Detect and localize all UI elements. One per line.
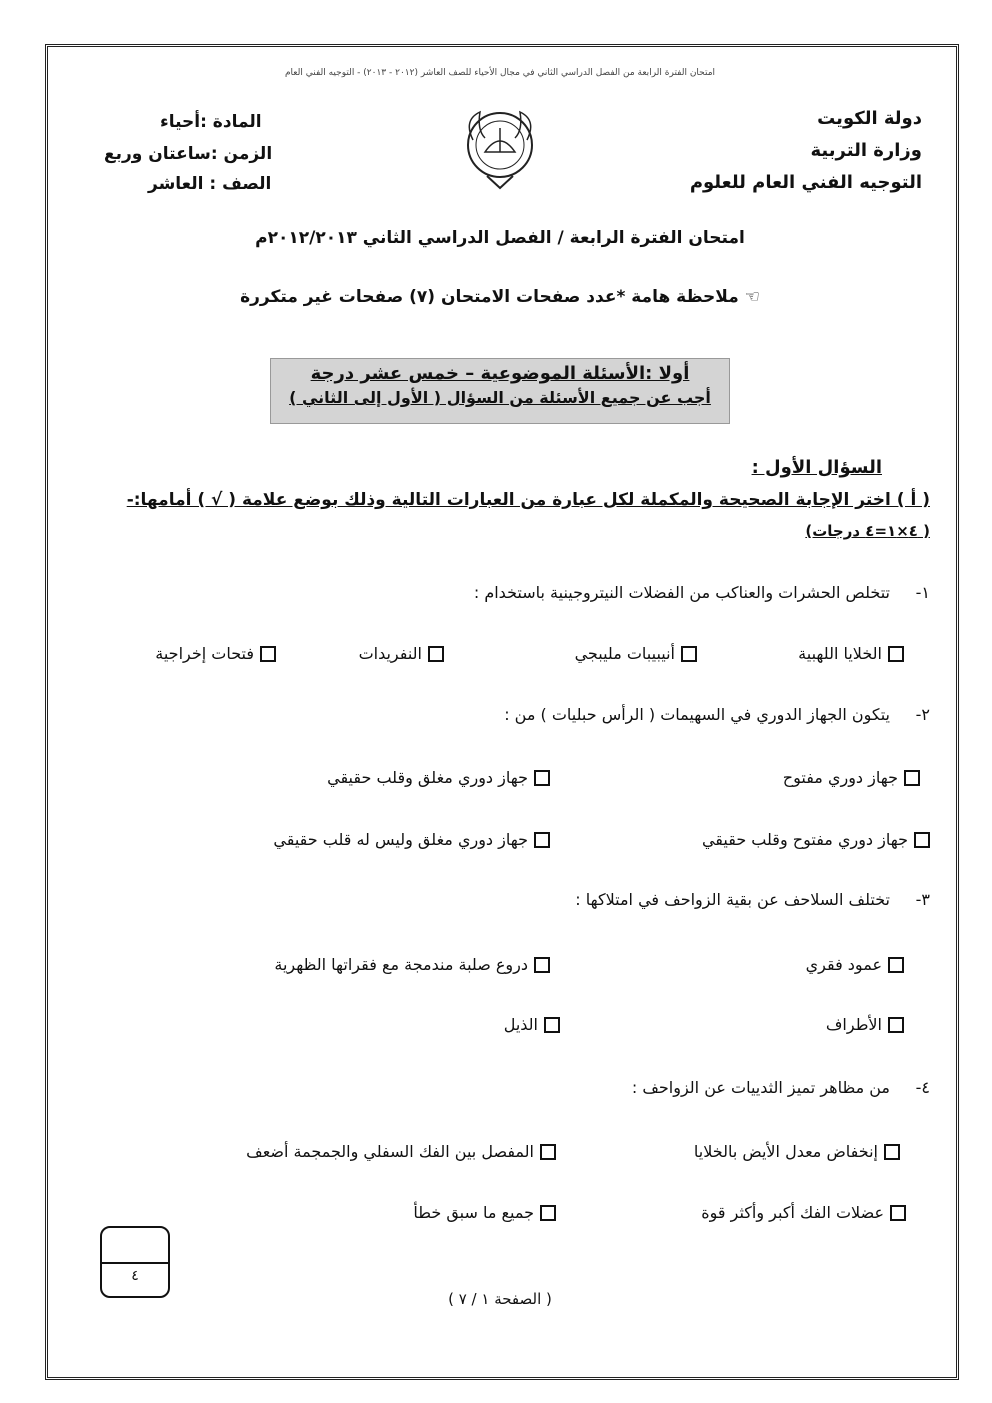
answer-option[interactable]: عمود فقري	[806, 955, 904, 974]
item-text: تختلف السلاحف عن بقية الزواحف في امتلاكها :	[575, 890, 890, 909]
score-divider	[102, 1262, 168, 1264]
item-number: ١-	[915, 583, 930, 602]
checkbox-icon[interactable]	[681, 646, 697, 662]
answer-option[interactable]: جهاز دوري مفتوح وقلب حقيقي	[702, 830, 930, 849]
country-name: دولة الكويت	[817, 108, 922, 129]
grade-label: الصف : العاشر	[148, 174, 272, 194]
answer-option[interactable]: المفصل بين الفك السفلي والجمجمة أضعف	[246, 1142, 556, 1161]
answer-option[interactable]: عضلات الفك أكبر وأكثر قوة	[701, 1203, 906, 1222]
answer-option[interactable]: جهاز دوري مغلق وقلب حقيقي	[327, 768, 550, 787]
item-number: ٣-	[915, 890, 930, 909]
checkbox-icon[interactable]	[888, 646, 904, 662]
answer-option[interactable]: دروع صلبة مندمجة مع فقراتها الظهرية	[274, 955, 550, 974]
question-item	[575, 890, 930, 909]
item-number: ٤-	[915, 1078, 930, 1097]
checkbox-icon[interactable]	[260, 646, 276, 662]
checkbox-icon[interactable]	[534, 957, 550, 973]
checkbox-icon[interactable]	[544, 1017, 560, 1033]
section-header	[270, 358, 730, 424]
checkbox-icon[interactable]	[540, 1205, 556, 1221]
question-item	[632, 1078, 930, 1097]
score-value: ٤	[131, 1268, 139, 1284]
answer-option[interactable]: جميع ما سبق خطأ	[413, 1203, 556, 1222]
question-instruction: ( أ ) اختر الإجابة الصحيحة والمكملة لكل عبارة من العبارات التالية وذلك بوضع علامة ( √ ) أمامها:-	[126, 490, 930, 510]
section-title: أولا :الأسئلة الموضوعية – خمس عشر درجة	[310, 363, 690, 384]
checkbox-icon[interactable]	[904, 770, 920, 786]
top-strip-text: امتحان الفترة الرابعة من الفصل الدراسي الثاني في مجال الأحياء للصف العاشر (٢٠١٢ - ٢٠١٣) - التوجيه الفني العام	[284, 68, 716, 78]
directorate-name: التوجيه الفني العام للعلوم	[689, 172, 922, 193]
exam-title: امتحان الفترة الرابعة / الفصل الدراسي الثاني ٢٠١٢/٢٠١٣م	[255, 228, 745, 248]
answer-option[interactable]: النفريدات	[359, 644, 444, 663]
item-number: ٢-	[915, 705, 930, 724]
kuwait-emblem-icon	[455, 100, 545, 195]
question-item	[504, 705, 930, 724]
checkbox-icon[interactable]	[890, 1205, 906, 1221]
item-text: يتكون الجهاز الدوري في السهيمات ( الرأس حبليات ) من :	[504, 705, 890, 724]
checkbox-icon[interactable]	[888, 1017, 904, 1033]
answer-option[interactable]: فتحات إخراجية	[155, 644, 276, 663]
page-number: ( الصفحة ١ / ٧ )	[448, 1290, 552, 1308]
time-label: الزمن :ساعتان وربع	[104, 144, 273, 164]
answer-option[interactable]: أنيبيبات مليبجي	[575, 644, 697, 663]
answer-option[interactable]: الذيل	[504, 1015, 560, 1034]
ministry-name: وزارة التربية	[810, 140, 922, 161]
checkbox-icon[interactable]	[534, 770, 550, 786]
important-note: ☜ ملاحظة هامة *عدد صفحات الامتحان (٧) صفحات غير متكررة	[240, 287, 760, 307]
checkbox-icon[interactable]	[534, 832, 550, 848]
answer-option[interactable]: جهاز دوري مفتوح	[783, 768, 920, 787]
answer-option[interactable]: جهاز دوري مغلق وليس له قلب حقيقي	[273, 830, 550, 849]
section-subtitle: أجب عن جميع الأسئلة من السؤال ( الأول إلى الثاني )	[289, 388, 711, 407]
checkbox-icon[interactable]	[884, 1144, 900, 1160]
item-text: من مظاهر تميز الثدييات عن الزواحف :	[631, 1078, 890, 1097]
checkbox-icon[interactable]	[888, 957, 904, 973]
item-text: تتخلص الحشرات والعناكب من الفضلات النيتروجينية باستخدام :	[473, 583, 890, 602]
subject-label: المادة :أحياء	[160, 112, 262, 132]
answer-option[interactable]: الخلايا اللهبية	[798, 644, 904, 663]
question-item	[474, 583, 930, 602]
checkbox-icon[interactable]	[428, 646, 444, 662]
checkbox-icon[interactable]	[914, 832, 930, 848]
answer-option[interactable]: الأطراف	[826, 1015, 904, 1034]
answer-option[interactable]: إنخفاض معدل الأيض بالخلايا	[694, 1142, 900, 1161]
question-marks: ( ٤×١=٤ درجات)	[805, 522, 930, 540]
question-title: السؤال الأول :	[751, 457, 882, 478]
checkbox-icon[interactable]	[540, 1144, 556, 1160]
score-box	[100, 1226, 170, 1298]
